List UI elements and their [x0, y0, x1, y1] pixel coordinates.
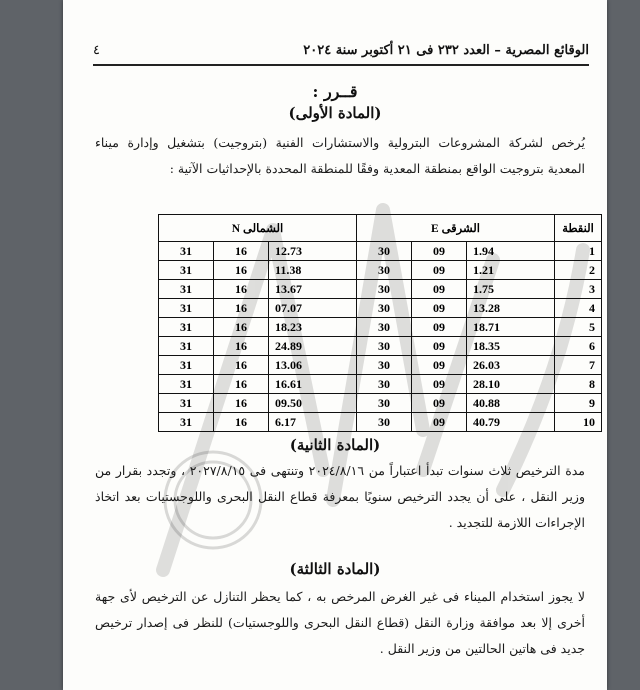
cell-east-degrees: 30: [357, 375, 412, 394]
page-header: [93, 38, 589, 62]
cell-north-degrees: 31: [159, 394, 214, 413]
table-row: [159, 356, 602, 375]
cell-north-degrees: 31: [159, 280, 214, 299]
cell-north-seconds: 13.67: [269, 280, 357, 299]
cell-east-seconds: 26.03: [467, 356, 555, 375]
cell-north-degrees: 31: [159, 261, 214, 280]
cell-north-degrees: 31: [159, 299, 214, 318]
cell-east-minutes: 09: [412, 261, 467, 280]
cell-north-degrees: 31: [159, 242, 214, 261]
table-row: [159, 337, 602, 356]
cell-point: 8: [555, 375, 602, 394]
cell-east-minutes: 09: [412, 299, 467, 318]
table-row: [159, 242, 602, 261]
cell-point: 2: [555, 261, 602, 280]
cell-north-minutes: 16: [214, 356, 269, 375]
cell-point: 1: [555, 242, 602, 261]
table-row: [159, 318, 602, 337]
cell-north-seconds: 12.73: [269, 242, 357, 261]
cell-north-degrees: 31: [159, 318, 214, 337]
cell-east-seconds: 18.35: [467, 337, 555, 356]
table-row: [159, 299, 602, 318]
cell-east-minutes: 09: [412, 394, 467, 413]
header-title: الوقائع المصرية – العدد ٢٣٢ فى ٢١ أكتوبر سنة ٢٠٢٤: [303, 42, 589, 58]
cell-east-seconds: 18.71: [467, 318, 555, 337]
cell-north-minutes: 16: [214, 261, 269, 280]
cell-north-minutes: 16: [214, 337, 269, 356]
cell-point: 7: [555, 356, 602, 375]
cell-north-degrees: 31: [159, 356, 214, 375]
cell-point: 9: [555, 394, 602, 413]
document-page: [63, 0, 607, 690]
table-header-row: [159, 215, 602, 242]
cell-north-minutes: 16: [214, 394, 269, 413]
cell-north-minutes: 16: [214, 413, 269, 432]
table-body: [159, 242, 602, 432]
cell-north-minutes: 16: [214, 299, 269, 318]
header-divider: [93, 64, 589, 66]
cell-east-seconds: 1.75: [467, 280, 555, 299]
cell-east-minutes: 09: [412, 280, 467, 299]
cell-east-degrees: 30: [357, 299, 412, 318]
article3-text: لا يجوز استخدام الميناء فى غير الغرض المرخص به ، كما يحظر التنازل عن الترخيص لأى جهة أخرى إلا بعد موافقة وزارة النقل (قطاع النقل البحرى واللوجستيات) للنظر فى إصدار ترخيص جديد فى هاتين الحالتين من وزير النقل .: [95, 589, 585, 656]
cell-point: 5: [555, 318, 602, 337]
coordinates-table: [158, 214, 602, 432]
cell-east-seconds: 13.28: [467, 299, 555, 318]
cell-point: 3: [555, 280, 602, 299]
article2-heading: (المادة الثانية): [289, 436, 381, 454]
cell-north-seconds: 24.89: [269, 337, 357, 356]
table-row: [159, 280, 602, 299]
decree-title: قــرر :: [312, 82, 358, 101]
cell-north-seconds: 09.50: [269, 394, 357, 413]
table-row: [159, 394, 602, 413]
cell-east-degrees: 30: [357, 394, 412, 413]
cell-north-seconds: 11.38: [269, 261, 357, 280]
cell-east-degrees: 30: [357, 413, 412, 432]
cell-east-minutes: 09: [412, 242, 467, 261]
cell-east-minutes: 09: [412, 318, 467, 337]
cell-east-degrees: 30: [357, 356, 412, 375]
cell-east-degrees: 30: [357, 280, 412, 299]
cell-point: 10: [555, 413, 602, 432]
cell-north-minutes: 16: [214, 242, 269, 261]
article1-text: يُرخص لشركة المشروعات البترولية والاستشارات الفنية (بتروجيت) بتشغيل وإدارة ميناء المعدية بتروجيت الواقع بمنطقة المعدية وفقًا للمنطقة المحددة بالإحداثيات الآتية :: [95, 135, 585, 176]
header-north: الشمالى N: [159, 215, 357, 242]
cell-east-minutes: 09: [412, 413, 467, 432]
cell-north-seconds: 18.23: [269, 318, 357, 337]
cell-east-seconds: 1.94: [467, 242, 555, 261]
cell-north-minutes: 16: [214, 280, 269, 299]
cell-north-minutes: 16: [214, 375, 269, 394]
header-east: الشرقى E: [357, 215, 555, 242]
cell-north-seconds: 16.61: [269, 375, 357, 394]
cell-point: 4: [555, 299, 602, 318]
cell-east-degrees: 30: [357, 242, 412, 261]
cell-east-seconds: 40.79: [467, 413, 555, 432]
cell-north-degrees: 31: [159, 375, 214, 394]
table-row: [159, 375, 602, 394]
header-page-number: ٤: [93, 42, 100, 58]
cell-east-seconds: 40.88: [467, 394, 555, 413]
cell-north-minutes: 16: [214, 318, 269, 337]
cell-east-minutes: 09: [412, 356, 467, 375]
cell-point: 6: [555, 337, 602, 356]
table-row: [159, 413, 602, 432]
table-row: [159, 261, 602, 280]
cell-north-degrees: 31: [159, 413, 214, 432]
cell-east-degrees: 30: [357, 318, 412, 337]
article3-heading: (المادة الثالثة): [289, 560, 381, 578]
cell-east-minutes: 09: [412, 337, 467, 356]
cell-north-seconds: 07.07: [269, 299, 357, 318]
cell-north-seconds: 6.17: [269, 413, 357, 432]
cell-east-degrees: 30: [357, 337, 412, 356]
cell-east-seconds: 28.10: [467, 375, 555, 394]
cell-east-minutes: 09: [412, 375, 467, 394]
cell-north-degrees: 31: [159, 337, 214, 356]
cell-east-seconds: 1.21: [467, 261, 555, 280]
article1-heading: (المادة الأولى): [288, 104, 382, 122]
article2-text: مدة الترخيص ثلاث سنوات تبدأ اعتباراً من ٢٠٢٤/٨/١٦ وتنتهى فى ٢٠٢٧/٨/١٥ ، وتجدد بقرار من وزير النقل ، على أن يجدد الترخيص سنويًا بمعرفة قطاع النقل البحرى واللوجستيات بعد اتخاذ الإجراءات اللازمة للتجديد .: [95, 463, 586, 530]
cell-east-degrees: 30: [357, 261, 412, 280]
cell-north-seconds: 13.06: [269, 356, 357, 375]
header-point: النقطة: [555, 215, 602, 242]
